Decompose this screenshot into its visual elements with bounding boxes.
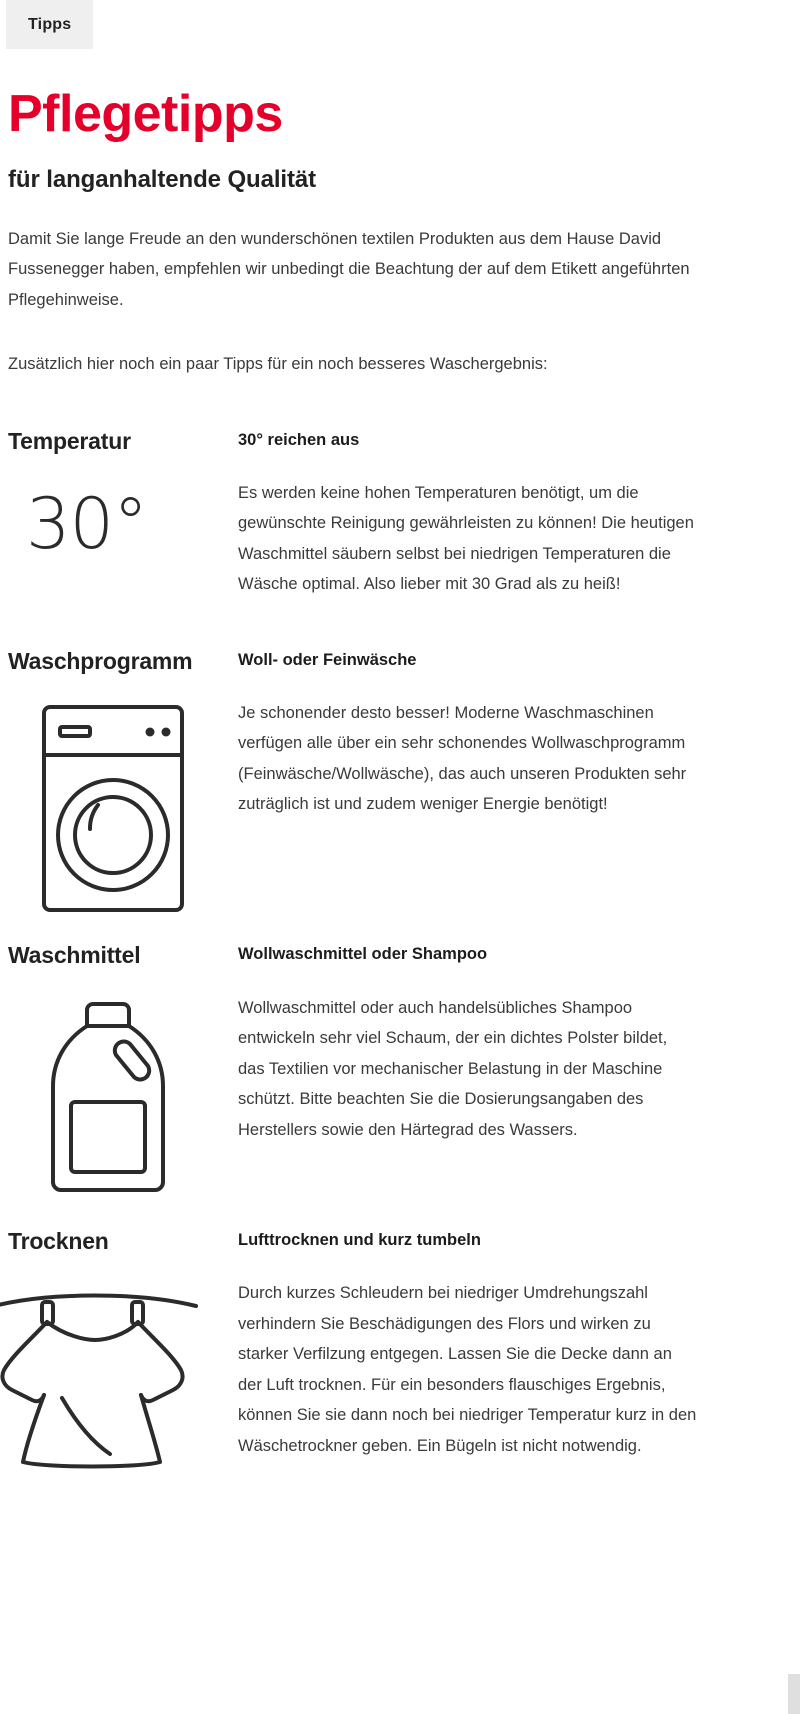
- tip-section-trocknen: [8, 1226, 790, 1472]
- tip-subtitle: Wollwaschmittel oder Shampoo: [238, 945, 488, 964]
- tip-body: Wollwaschmittel oder auch handelsübliches Shampoo entwickeln sehr viel Schaum, der ein dichtes Polster bildet, das Textilien vor mechanischer Belastung in der Maschine schützt. Bitte beachten Sie die Dosierungsangaben des Herstellers sowie den Härtegrad des Wassers.: [238, 998, 668, 1139]
- tip-right-column: [238, 940, 790, 1145]
- scrollbar-thumb[interactable]: [788, 1674, 800, 1714]
- tip-heading: Temperatur: [8, 427, 131, 454]
- tip-left-column: [8, 646, 238, 917]
- clothesline-shirt-icon: [0, 1282, 238, 1472]
- detergent-bottle-icon: [8, 996, 238, 1196]
- content-area: [0, 87, 800, 1472]
- tip-subtitle: Woll- oder Feinwäsche: [238, 650, 417, 669]
- tip-right-column: [238, 426, 790, 600]
- tab-tipps[interactable]: Tipps: [6, 0, 93, 49]
- 30-degrees-icon: 30°: [26, 483, 148, 566]
- intro-paragraph-2: Zusätzlich hier noch ein paar Tipps für ein noch besseres Waschergebnis:: [8, 355, 548, 374]
- tip-subtitle: 30° reichen aus: [238, 430, 360, 449]
- tab-bar: [0, 0, 800, 49]
- tip-body: Je schonender desto besser! Moderne Waschmaschinen verfügen alle über ein sehr schonendes Wollwaschprogramm (Feinwäsche/Wollwäsche), das auch unseren Produkten sehr zuträglich ist und zudem weniger Energie benötigt!: [238, 703, 687, 814]
- tip-section-waschprogramm: [8, 646, 790, 917]
- tip-right-column: [238, 1226, 790, 1461]
- page-title: Pflegetipps: [8, 85, 283, 143]
- tip-subtitle: Lufttrocknen und kurz tumbeln: [238, 1231, 481, 1249]
- tip-section-temperatur: [8, 426, 790, 600]
- tip-left-column: [8, 426, 238, 566]
- tip-left-column: [8, 940, 238, 1196]
- washing-machine-icon: [8, 701, 238, 916]
- tip-heading: Waschprogramm: [8, 647, 193, 674]
- page-subtitle: für langanhaltende Qualität: [8, 165, 316, 193]
- tip-heading: Trocknen: [8, 1228, 109, 1254]
- intro-paragraph-1: Damit Sie lange Freude an den wunderschönen textilen Produkten aus dem Hause David Fussenegger haben, empfehlen wir unbedingt die Beachtung der auf dem Etikett angeführten Pflegehinweise.: [8, 229, 690, 309]
- tip-section-waschmittel: [8, 940, 790, 1196]
- tip-left-column: [8, 1226, 238, 1472]
- tip-body: Durch kurzes Schleudern bei niedriger Umdrehungszahl verhindern Sie Beschädigungen des Flors und wirken zu starker Verfilzung entgegen. Lassen Sie die Decke dann an der Luft trocknen. Für ein besonders flauschiges Ergebnis, können Sie sie dann noch bei niedriger Temperatur kurz in den Wäschetrockner geben. Ein Bügeln ist nicht notwendig.: [238, 1284, 697, 1455]
- tip-heading: Waschmittel: [8, 942, 141, 969]
- tip-body: Es werden keine hohen Temperaturen benötigt, um die gewünschte Reinigung gewährleisten zu können! Die heutigen Waschmittel säubern selbst bei niedrigen Temperaturen die Wäsche optimal. Also lieber mit 30 Grad als zu heiß!: [238, 483, 694, 594]
- tip-right-column: [238, 646, 790, 820]
